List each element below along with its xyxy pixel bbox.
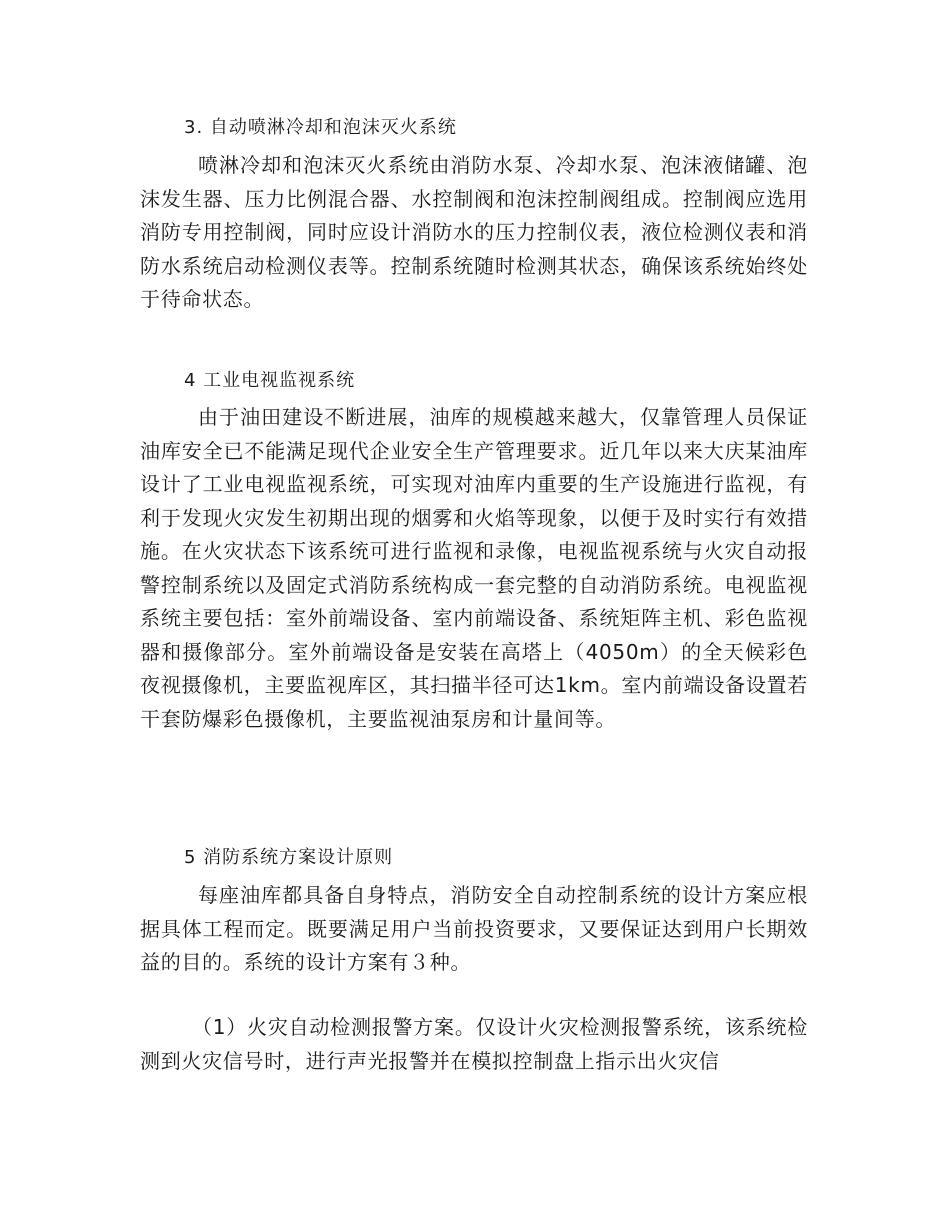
paragraph-industrial-tv-monitoring: 由于油田建设不断进展，油库的规模越来越大，仅靠管理人员保证油库安全已不能满足现代企业安全生产管理要求。近几年以来大庆某油库设计了工业电视监视系统，可实现对油库内重要的生产设施进行监视，有利于发现火灾发生初期出现的烟雾和火焰等现象，以便于及时实行有效措施。在火灾状态下该系统可进行监视和录像，电视监视系统与火灾自动报警控制系统以及固定式消防系统构成一套完整的自动消防系统。电视监视系统主要包括：室外前端设备、室内前端设备、系统矩阵主机、彩色监视器和摄像部分。室外前端设备是安装在高塔上（4050m）的全天候彩色夜视摄像机，主要监视库区，其扫描半径可达1km。室内前端设备设置若干套防爆彩色摄像机，主要监视油泵房和计量间等。	[140, 405, 808, 731]
section-heading-5: 5 消防系统方案设计原则	[184, 847, 394, 868]
section-heading-4: 4 工业电视监视系统	[184, 370, 356, 391]
paragraph-sprinkler-foam-system: 喷淋冷却和泡沫灭火系统由消防水泵、冷却水泵、泡沫液储罐、泡沫发生器、压力比例混合器、水控制阀和泡沫控制阀组成。控制阀应选用消防专用控制阀，同时应设计消防水的压力控制仪表，液位检测仪表和消防水系统启动检测仪表等。控制系统随时检测其状态，确保该系统始终处于待命状态。	[140, 153, 808, 311]
section-heading-3: 3. 自动喷淋冷却和泡沫灭火系统	[184, 117, 457, 138]
paragraph-design-principles: 每座油库都具备自身特点，消防安全自动控制系统的设计方案应根据具体工程而定。既要满足用户当前投资要求，又要保证达到用户长期效益的目的。系统的设计方案有３种。	[140, 883, 808, 974]
paragraph-scheme-1: （1）火灾自动检测报警方案。仅设计火灾检测报警系统，该系统检测到火灾信号时，进行声光报警并在模拟控制盘上指示出火灾信	[140, 1015, 808, 1073]
